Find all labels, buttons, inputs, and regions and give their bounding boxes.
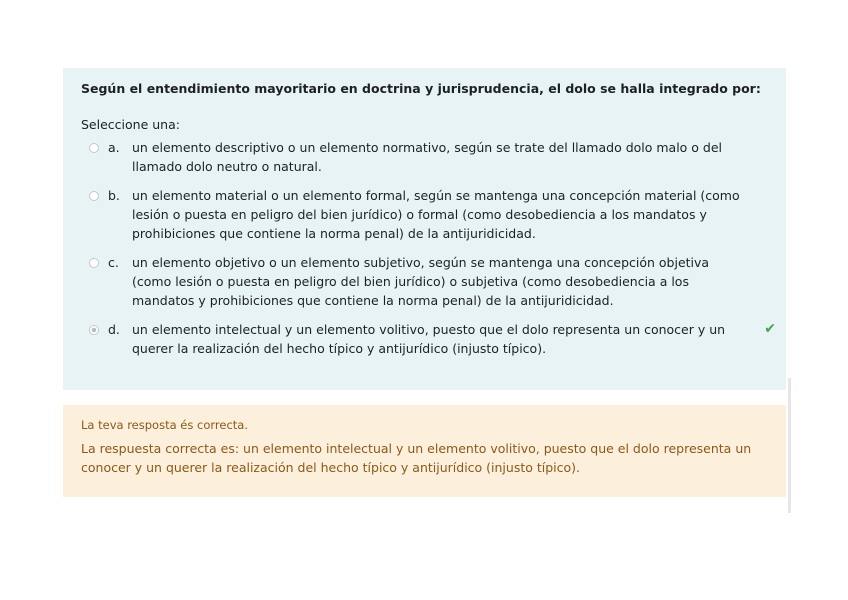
check-icon: ✔ xyxy=(764,321,776,337)
radio-option-c[interactable] xyxy=(89,258,99,268)
correct-answer-text: La respuesta correcta es: un elemento intelectual y un elemento volitivo, puesto que el dolo representa un conocer y un querer la realización del hecho típico y antijurídico (injusto típico). xyxy=(81,441,752,475)
radio-option-d[interactable] xyxy=(89,325,99,335)
option-letter: c. xyxy=(108,255,119,270)
option-letter: d. xyxy=(108,322,120,337)
option-letter: b. xyxy=(108,188,120,203)
answer-option-d[interactable] xyxy=(89,320,776,358)
option-text: un elemento material o un elemento formal, según se mantenga una concepción material (como lesión o puesta en peligro del bien jurídico) o formal (como desobediencia a los mandatos y prohibiciones que contiene la norma penal) de la antijuridicidad. xyxy=(132,188,740,241)
option-text: un elemento objetivo o un elemento subjetivo, según se mantenga una concepción objetiva (como lesión o puesta en peligro del bien jurídico) o subjetiva (como desobediencia a los mandatos y prohibiciones que contiene la norma penal) de la antijuridicidad. xyxy=(132,255,710,308)
panel-edge xyxy=(788,378,791,513)
option-letter: a. xyxy=(108,140,120,155)
question-text: Según el entendimiento mayoritario en doctrina y jurisprudencia, el dolo se halla integrado por: xyxy=(81,81,761,96)
feedback-status: La teva resposta és correcta. xyxy=(81,418,248,432)
answer-option-b[interactable] xyxy=(89,186,768,243)
option-text: un elemento intelectual y un elemento volitivo, puesto que el dolo representa un conocer y un querer la realización del hecho típico y antijurídico (injusto típico). xyxy=(132,322,726,356)
question-panel xyxy=(63,68,786,390)
answer-option-a[interactable] xyxy=(89,138,768,176)
option-text: un elemento descriptivo o un elemento normativo, según se trate del llamado dolo malo o del llamado dolo neutro o natural. xyxy=(132,140,723,174)
radio-option-b[interactable] xyxy=(89,191,99,201)
feedback-panel xyxy=(63,405,786,497)
radio-option-a[interactable] xyxy=(89,143,99,153)
select-prompt: Seleccione una: xyxy=(81,117,180,132)
answer-option-c[interactable] xyxy=(89,253,768,310)
